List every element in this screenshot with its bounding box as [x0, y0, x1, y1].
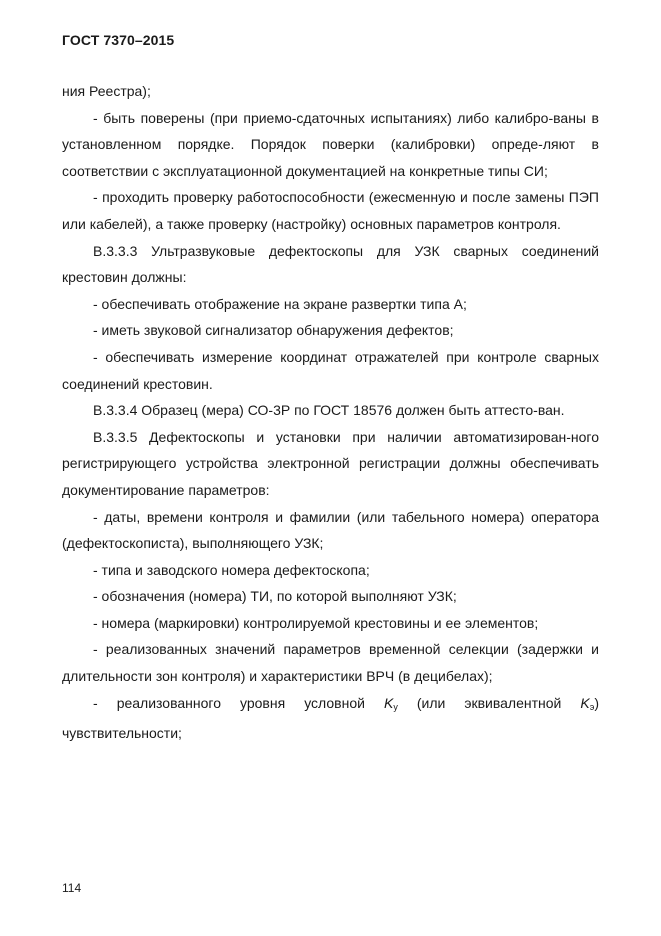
paragraph-14	[62, 690, 599, 747]
paragraph-4: - обеспечивать отображение на экране развертки типа А;	[93, 295, 467, 312]
paragraph-14-line-1	[62, 690, 599, 721]
paragraph-0: ния Реестра);	[62, 83, 151, 99]
paragraph-8: В.3.3.5 Дефектоскопы и установки при наличии автоматизирован-ного регистрирующего устройства электронной регистрации должны обеспечивать документирование параметров:	[62, 428, 599, 498]
paragraph-11: - обозначения (номера) ТИ, по которой выполняют УЗК;	[93, 588, 457, 605]
paragraph-12: - номера (маркировки) контролируемой крестовины и ее элементов;	[93, 614, 539, 631]
paragraph-9: - даты, времени контроля и фамилии (или табельного номера) оператора (дефектоскописта), выполняющего УЗК;	[62, 508, 599, 552]
paragraph-13: - реализованных значений параметров временной селекции (задержки и длительности зон контроля) и характеристики ВРЧ (в децибелах);	[62, 641, 599, 685]
k-subscript-e: э	[589, 701, 595, 712]
page-number: 114	[62, 881, 82, 895]
document-body	[62, 78, 599, 747]
paragraph-3: В.3.3.3 Ультразвуковые дефектоскопы для УЗК сварных соединений крестовин должны:	[62, 242, 599, 286]
k-symbol: K	[383, 694, 394, 711]
paragraph-5: - иметь звуковой сигнализатор обнаружения дефектов;	[93, 322, 454, 339]
document-header: ГОСТ 7370–2015	[62, 32, 175, 48]
k-subscript-y: у	[393, 701, 398, 712]
sensitivity-text-start: - реализованного уровня условной	[93, 694, 365, 711]
sensitivity-text-close: )	[594, 694, 600, 711]
paragraph-14-line-2: чувствительности;	[62, 725, 182, 742]
sensitivity-text-middle: (или эквивалентной	[416, 694, 562, 711]
k-symbol-2: K	[580, 694, 590, 711]
paragraph-7: В.3.3.4 Образец (мера) СО-3Р по ГОСТ 18576 должен быть аттесто-ван.	[93, 402, 565, 419]
paragraph-6: - обеспечивать измерение координат отражателей при контроле сварных соединений крестовин.	[62, 348, 599, 392]
paragraph-1: - быть поверены (при приемо-сдаточных испытаниях) либо калибро-ваны в установленном порядке. Порядок поверки (калибровки) опреде-ляют в соответствии с эксплуатационной документацией на конкретные типы СИ;	[62, 109, 599, 179]
paragraph-2: - проходить проверку работоспособности (ежесменную и после замены ПЭП или кабелей), а также проверку (настройку) основных параметров контроля.	[62, 189, 599, 232]
paragraph-10: - типа и заводского номера дефектоскопа;	[93, 561, 370, 578]
